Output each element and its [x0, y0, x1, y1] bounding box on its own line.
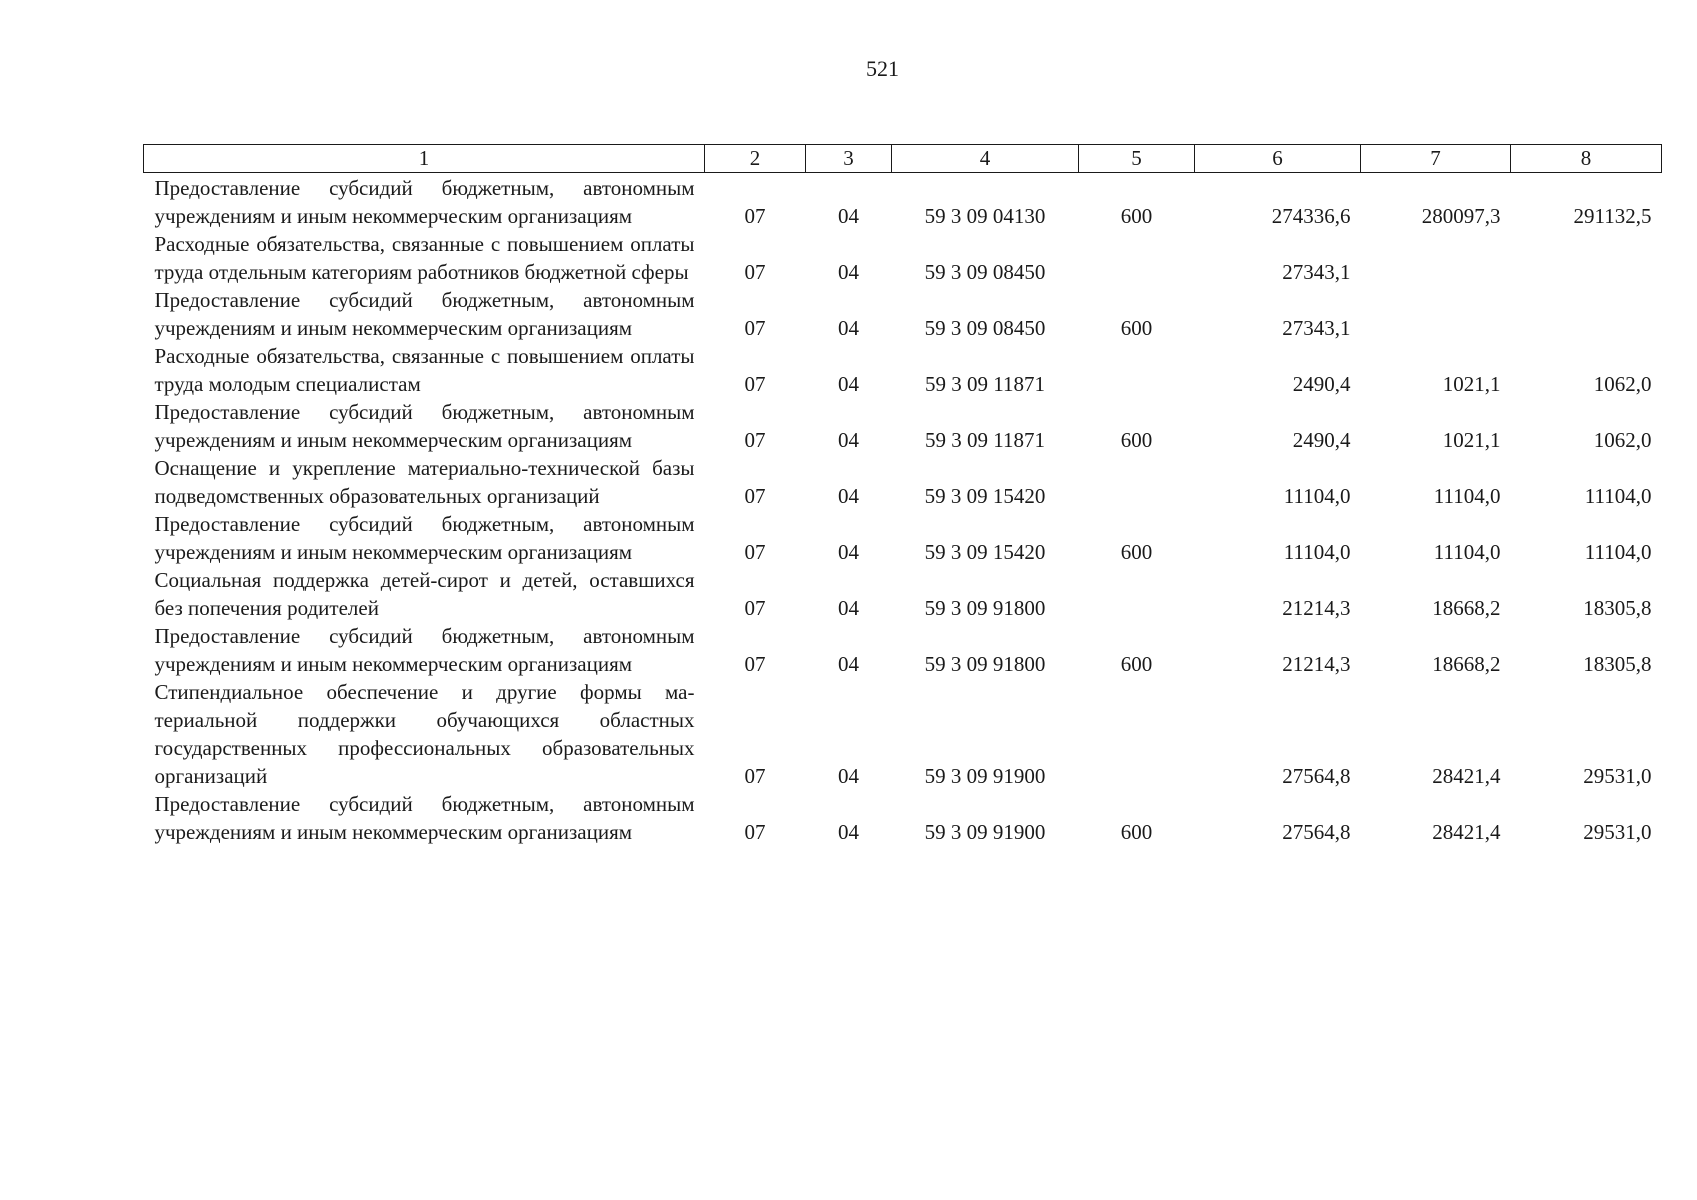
target-article-code: 59 3 09 04130	[924, 204, 1046, 228]
row-description: Предоставление субсидий бюджетным, автономным учреждениям и иным некоммерческим организациям	[154, 400, 695, 452]
budget-table	[143, 144, 1662, 846]
amount-col7: 1021,1	[1442, 372, 1501, 396]
table-row	[144, 566, 1662, 622]
table-row	[144, 622, 1662, 678]
amount-col6: 274336,6	[1271, 204, 1351, 228]
amount-col6: 21214,3	[1282, 596, 1351, 620]
column-header: 7	[1361, 145, 1511, 173]
column-header: 5	[1079, 145, 1195, 173]
section-code: 07	[744, 484, 766, 508]
section-code: 07	[744, 820, 766, 844]
row-description: Предоставление субсидий бюджетным, автономным учреждениям и иным некоммерческим организациям	[154, 176, 695, 228]
amount-col7: 1021,1	[1442, 428, 1501, 452]
amount-col6: 11104,0	[1283, 484, 1351, 508]
section-code: 07	[744, 204, 766, 228]
subsection-code: 04	[838, 820, 859, 844]
column-header: 6	[1195, 145, 1361, 173]
section-code: 07	[744, 372, 766, 396]
amount-col7: 18668,2	[1432, 596, 1501, 620]
table-row	[144, 790, 1662, 846]
target-article-code: 59 3 09 91900	[924, 764, 1046, 788]
section-code: 07	[744, 260, 766, 284]
table-row	[144, 230, 1662, 286]
target-article-code: 59 3 09 08450	[924, 260, 1046, 284]
amount-col7	[1361, 286, 1511, 342]
subsection-code: 04	[838, 540, 859, 564]
amount-col8: 11104,0	[1584, 540, 1652, 564]
row-description: Предоставление субсидий бюджетным, автономным учреждениям и иным некоммерческим организациям	[154, 624, 695, 676]
row-description: Оснащение и укрепление материально-технической базы подведомственных образовательных организаций	[154, 456, 695, 508]
column-header: 1	[144, 145, 705, 173]
row-description: Предоставление субсидий бюджетным, автономным учреждениям и иным некоммерческим организациям	[154, 288, 695, 340]
table-row	[144, 678, 1662, 790]
subsection-code: 04	[838, 596, 859, 620]
subsection-code: 04	[838, 204, 859, 228]
amount-col8: 18305,8	[1583, 652, 1652, 676]
subsection-code: 04	[838, 652, 859, 676]
section-code: 07	[744, 428, 766, 452]
section-code: 07	[744, 764, 766, 788]
table-row	[144, 510, 1662, 566]
section-code: 07	[744, 652, 766, 676]
amount-col6: 27343,1	[1282, 260, 1351, 284]
table-row	[144, 398, 1662, 454]
subsection-code: 04	[838, 260, 859, 284]
target-article-code: 59 3 09 15420	[924, 540, 1046, 564]
column-header: 8	[1511, 145, 1662, 173]
table-row	[144, 173, 1662, 231]
expense-type-code	[1079, 566, 1195, 622]
amount-col8: 11104,0	[1584, 484, 1652, 508]
table-row	[144, 286, 1662, 342]
expense-type-code: 600	[1120, 820, 1153, 844]
expense-type-code: 600	[1120, 540, 1153, 564]
amount-col8: 1062,0	[1593, 372, 1652, 396]
amount-col8: 1062,0	[1593, 428, 1652, 452]
amount-col6: 27343,1	[1282, 316, 1351, 340]
row-description: Предоставление субсидий бюджетным, автономным учреждениям и иным некоммерческим организациям	[154, 792, 695, 844]
target-article-code: 59 3 09 08450	[924, 316, 1046, 340]
row-description: Социальная поддержка детей-сирот и детей, оставшихся без попечения родителей	[154, 568, 695, 620]
page-number: 521	[866, 56, 899, 81]
expense-type-code	[1079, 678, 1195, 790]
target-article-code: 59 3 09 91800	[924, 596, 1046, 620]
amount-col6: 27564,8	[1282, 764, 1351, 788]
amount-col7: 11104,0	[1433, 484, 1501, 508]
amount-col8	[1511, 286, 1662, 342]
expense-type-code: 600	[1120, 652, 1153, 676]
amount-col6: 11104,0	[1283, 540, 1351, 564]
row-description: Расходные обязательства, связанные с повышением оплаты труда молодым специалистам	[154, 344, 695, 396]
row-description: Предоставление субсидий бюджетным, автономным учреждениям и иным некоммерческим организациям	[154, 512, 695, 564]
section-code: 07	[744, 316, 766, 340]
amount-col7: 280097,3	[1421, 204, 1501, 228]
target-article-code: 59 3 09 15420	[924, 484, 1046, 508]
target-article-code: 59 3 09 91800	[924, 652, 1046, 676]
amount-col6: 2490,4	[1292, 428, 1351, 452]
column-header: 2	[705, 145, 806, 173]
expense-type-code: 600	[1120, 316, 1153, 340]
amount-col8: 291132,5	[1573, 204, 1652, 228]
target-article-code: 59 3 09 91900	[924, 820, 1046, 844]
amount-col7	[1361, 230, 1511, 286]
subsection-code: 04	[838, 316, 859, 340]
amount-col7: 28421,4	[1432, 820, 1501, 844]
amount-col8	[1511, 230, 1662, 286]
subsection-code: 04	[838, 484, 859, 508]
expense-type-code	[1079, 342, 1195, 398]
table-row	[144, 454, 1662, 510]
expense-type-code	[1079, 454, 1195, 510]
amount-col8: 29531,0	[1583, 820, 1652, 844]
subsection-code: 04	[838, 428, 859, 452]
section-code: 07	[744, 596, 766, 620]
amount-col8: 29531,0	[1583, 764, 1652, 788]
amount-col7: 28421,4	[1432, 764, 1501, 788]
target-article-code: 59 3 09 11871	[925, 372, 1045, 396]
table-header-row	[144, 145, 1662, 173]
expense-type-code: 600	[1120, 428, 1153, 452]
amount-col6: 27564,8	[1282, 820, 1351, 844]
amount-col6: 2490,4	[1292, 372, 1351, 396]
amount-col6: 21214,3	[1282, 652, 1351, 676]
row-description: Стипендиальное обеспечение и другие формы материальной поддержки обучающихся областных государственных профессиональных образовательных организаций	[154, 680, 695, 788]
column-header: 4	[892, 145, 1079, 173]
table-row	[144, 342, 1662, 398]
amount-col7: 11104,0	[1433, 540, 1501, 564]
expense-type-code	[1079, 230, 1195, 286]
section-code: 07	[744, 540, 766, 564]
row-description: Расходные обязательства, связанные с повышением оплаты труда отдельным категориям работников бюджетной сферы	[154, 232, 695, 284]
column-header: 3	[806, 145, 892, 173]
subsection-code: 04	[838, 372, 859, 396]
subsection-code: 04	[838, 764, 859, 788]
expense-type-code: 600	[1120, 204, 1153, 228]
amount-col7: 18668,2	[1432, 652, 1501, 676]
amount-col8: 18305,8	[1583, 596, 1652, 620]
target-article-code: 59 3 09 11871	[925, 428, 1045, 452]
